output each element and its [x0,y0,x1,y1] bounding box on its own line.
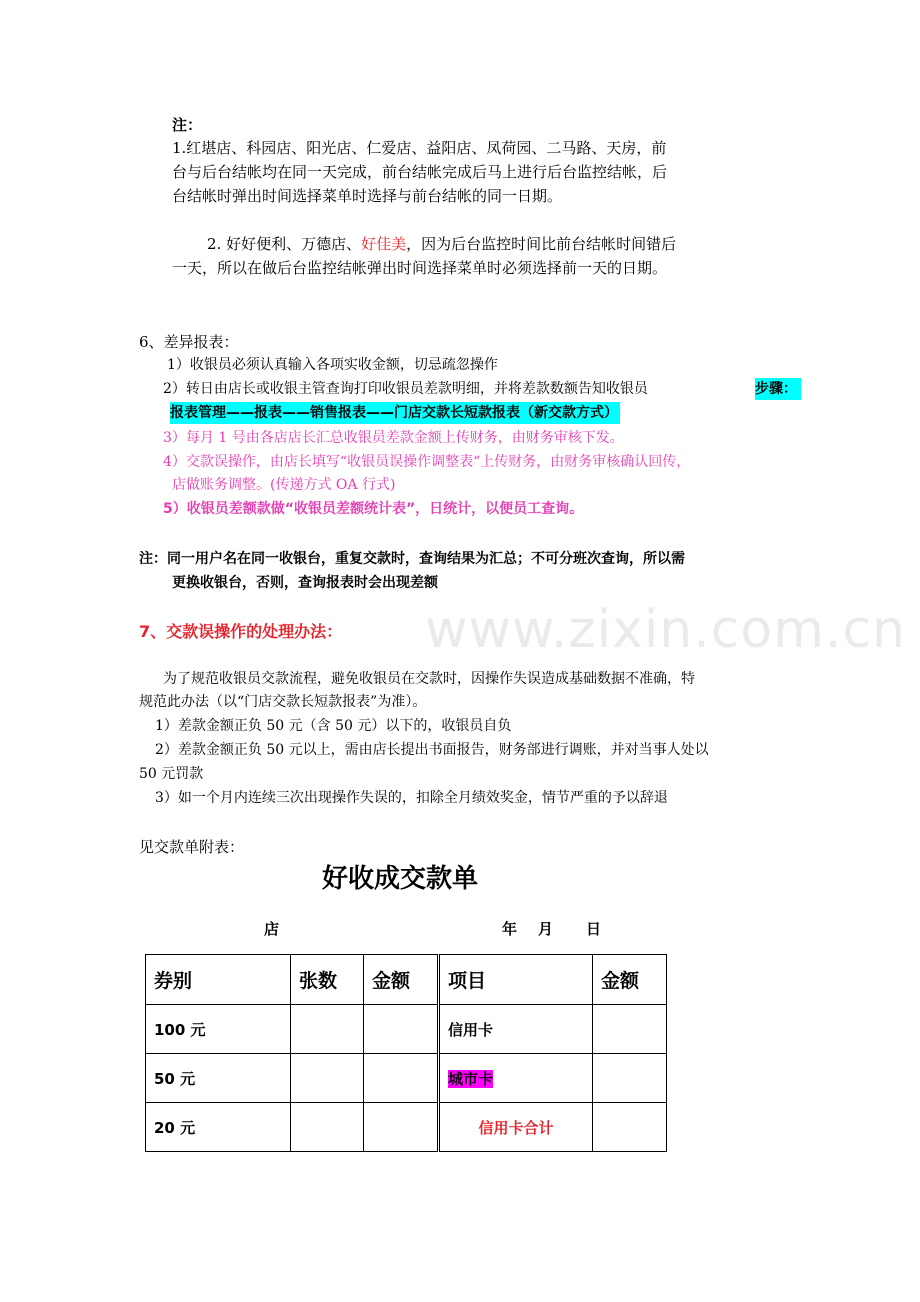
attachment-label: 见交款单附表： [139,838,245,856]
denomination-cell: 50 元 [146,1054,291,1103]
note-item2-highlight: 好佳美 [361,235,407,253]
section7-intro-line1: 为了规范收银员交款流程，避免收银员在交款时，因操作失误造成基础数据不准确，特 [163,671,695,687]
section7-rule1: 1）差款金额正负 50 元（含 50 元）以下的，收银员自负 [155,718,512,734]
report-path: 报表管理——报表——销售报表——门店交款长短款报表（新交款方式） [170,402,620,424]
note-item2-line2: 一天，所以在做后台监控结帐弹出时间选择菜单时必须选择前一天的日期。 [172,259,668,277]
watermark: www.zixin.com.cn [425,600,906,660]
header-denomination: 券别 [146,955,291,1005]
day-label: 日 [586,920,602,938]
voucher-table [145,954,667,1152]
amount-cell[interactable] [364,1005,438,1054]
section6-item3: 3）每月 1 号由各店店长汇总收银员差款金额上传财务，由财务审核下发。 [163,430,624,446]
step-label: 步骤： [755,378,801,400]
section6-item4-line1: 4）交款误操作，由店长填写“收银员误操作调整表“上传财务，由财务审核确认回传， [163,454,691,470]
note-item1-line1: 1.红堪店、科园店、阳光店、仁爱店、益阳店、凤荷园、二马路、天房，前 [172,139,667,157]
section7-rule2-line2: 50 元罚款 [139,766,204,782]
note-item2-suffix: ，因为后台监控时间比前台结帐时间错后 [406,235,677,253]
amount-cell[interactable] [364,1103,438,1152]
count-cell[interactable] [291,1103,364,1152]
store-label: 店 [264,920,280,938]
note-item2-line1 [207,233,676,256]
note-heading: 注： [172,116,203,134]
count-cell[interactable] [291,1005,364,1054]
item-amount-cell[interactable] [593,1103,667,1152]
note2-line1: 注：同一用户名在同一收银台，重复交款时，查询结果为汇总；不可分班次查询，所以需 [139,551,685,567]
voucher-title: 好收成交款单 [322,864,479,894]
section7-intro-line2: 规范此办法（以“门店交款长短款报表”为准）。 [139,694,427,710]
section6-item2: 2）转日由店长或收银主管查询打印收银员差款明细，并将差款数额告知收银员 [163,381,648,397]
city-card-label: 城市卡 [448,1069,494,1088]
denomination-cell: 100 元 [146,1005,291,1054]
section6-item1: 1）收银员必须认真输入各项实收金额，切忌疏忽操作 [167,357,498,373]
header-amount: 金额 [364,955,438,1005]
count-cell[interactable] [291,1054,364,1103]
item-cell [440,1054,593,1103]
section7-rule3: 3）如一个月内连续三次出现操作失误的，扣除全月绩效奖金，情节严重的予以辞退 [155,790,668,806]
section7-rule2-line1: 2）差款金额正负 50 元以上，需由店长提出书面报告，财务部进行调账，并对当事人处以 [155,742,709,758]
section6-item5: 5）收银员差额款做“收银员差额统计表”，日统计，以便员工查询。 [163,501,584,517]
credit-card-total-cell: 信用卡合计 [440,1103,593,1152]
header-item: 项目 [440,955,593,1005]
note-item2-prefix: 2. 好好便利、万德店、 [207,235,362,253]
header-item-amount: 金额 [593,955,667,1005]
note2-line2: 更换收银台，否则，查询报表时会出现差额 [172,575,438,591]
year-label: 年 [502,920,518,938]
item-amount-cell[interactable] [593,1054,667,1103]
item-cell: 信用卡 [440,1005,593,1054]
denomination-cell: 20 元 [146,1103,291,1152]
item-amount-cell[interactable] [593,1005,667,1054]
note-item1-line3: 台结帐时弹出时间选择菜单时选择与前台结帐的同一日期。 [172,187,563,205]
table-row [146,1005,667,1054]
table-row [146,1054,667,1103]
section6-title: 6、差异报表： [139,333,239,351]
voucher-header-row [146,955,667,1005]
table-row [146,1103,667,1152]
amount-cell[interactable] [364,1054,438,1103]
note-item1-line2: 台与后台结帐均在同一天完成，前台结帐完成后马上进行后台监控结帐，后 [172,163,668,181]
month-label: 月 [538,920,554,938]
header-count: 张数 [291,955,364,1005]
section6-item4-line2: 店做账务调整。(传递方式 OA 行式) [172,477,396,493]
section7-title: 7、交款误操作的处理办法： [139,622,343,641]
